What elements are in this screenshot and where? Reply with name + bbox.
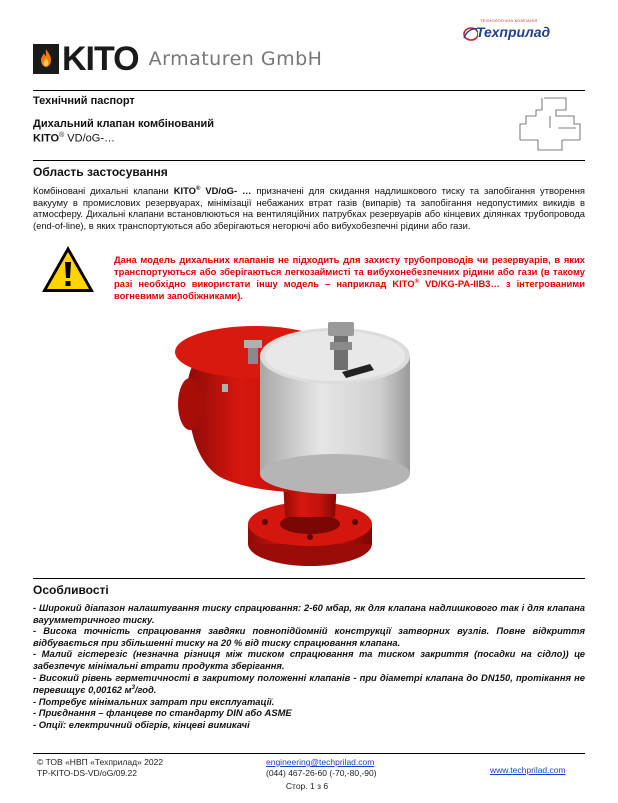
cubic-superscript: 3 — [131, 685, 135, 692]
features-divider — [33, 578, 585, 579]
footer-phone: (044) 467-26-60 (-70,-80,-90) — [266, 768, 377, 778]
product-model — [33, 132, 115, 145]
header-divider — [33, 90, 585, 91]
footer-doc-code: TP-KITO-DS-VD/oG/09.22 — [37, 768, 137, 778]
list-item: - Приєднання – фланцеве по стандарту DIN або ASME — [33, 707, 292, 719]
scope-divider — [33, 160, 585, 161]
scope-registered-mark: ® — [195, 186, 201, 192]
list-item: - Опції: електричний обігрів, кінцеві вимикачі — [33, 719, 250, 731]
list-item: - Потребує мінімальних затрат при експлуатації. — [33, 695, 275, 707]
warning-registered-mark: ® — [414, 279, 419, 286]
list-item — [33, 672, 585, 696]
footer-divider — [33, 753, 585, 754]
footer-copyright: © ТОВ «НВП «Техприлад» 2022 — [37, 757, 164, 767]
list-item: - Малий гістерезіс (незначна різниця між тиском спрацювання та тиском закриття (посадки на сідло)) це забезпечує мінімальні втрати продукта зберігання. — [33, 648, 585, 671]
scope-model: VD/oG- … — [200, 185, 252, 197]
page-number: Стор. 1 з 6 — [285, 781, 329, 791]
partner-tagline: ТЕХНОЛОГІЧНА КОМПАНІЯ — [480, 18, 538, 23]
scope-text-a: Комбіновані дихальні клапани — [33, 185, 174, 197]
valve-outline-sketch — [516, 96, 586, 152]
document-type: Технічний паспорт — [33, 95, 135, 107]
footer-email-link[interactable]: engineering@techprilad.com — [266, 757, 375, 767]
scope-brand: KITO — [173, 185, 196, 197]
partner-logo — [462, 18, 574, 48]
footer-website-link[interactable]: www.techprilad.com — [490, 765, 566, 775]
footer-contacts — [266, 757, 377, 779]
brand-subtitle: Armaturen GmbH — [148, 48, 323, 70]
warning-text-a: Дана модель дихальних клапанів не підходить для захисту трубопроводів чи резервуарів, в яких транспортуються або зберігаються легкозаймисті та вибухонебезпечних рідини або гази (в такому разі необхідно використати іншу модель – наприклад KITO — [114, 254, 585, 290]
valve-product-image — [160, 312, 450, 574]
scope-paragraph — [33, 184, 585, 232]
warning-text — [114, 254, 585, 302]
list-item: - Висока точність спрацювання завдяки повнопідйомній конструкції затворних вузлів. Повне відкриття відбувається при збільшенні тиску на 20 % від тиску спрацювання клапана. — [33, 625, 585, 648]
partner-name: Техприлад — [476, 24, 551, 40]
flame-icon — [33, 44, 59, 74]
scope-heading: Область застосування — [33, 165, 168, 179]
list-item: - Широкий діапазон налаштування тиску спрацювання: 2-60 мбар, як для клапана надлишкового так і для клапана вауумметричного тиску. — [33, 602, 585, 625]
model-prefix: KITO — [33, 132, 60, 145]
warning-text-b: VD/KG-PA-IIB3… з інтегрованими вогневими запобіжниками). — [114, 278, 585, 301]
brand-name: KITO — [62, 40, 139, 78]
tightness-text-a: - Високий рівень герметичності в закритому положенні клапанів - при діаметрі клапана до DN150, протікання не перевищує 0,00162 м — [33, 671, 585, 696]
warning-icon — [40, 244, 96, 294]
footer-left — [37, 757, 163, 779]
scope-text-b: призначені для скидання надлишкового тиску та запобігання утворення вакууму в промислових резервуарах, мінімізації небажаних втрат газів (випарів) та запобігання недопустимих викидів в атмосферу. Дихальні клапани встановлюються на вентиляційних патрубках резервуарів або кінцевих ділянках трубопровода (end-of-line), в яких транспортуються або зберігаються негорючі або вибухобезпечні рідини або гази. — [33, 185, 585, 231]
kito-logo — [33, 40, 323, 78]
product-title: Дихальний клапан комбінований — [33, 118, 215, 130]
page-header — [0, 0, 618, 92]
features-heading: Особливості — [33, 583, 109, 597]
model-suffix: VD/oG-… — [64, 132, 115, 145]
features-list — [33, 602, 585, 731]
tightness-text-b: /год. — [134, 684, 157, 696]
registered-mark: ® — [59, 132, 65, 139]
